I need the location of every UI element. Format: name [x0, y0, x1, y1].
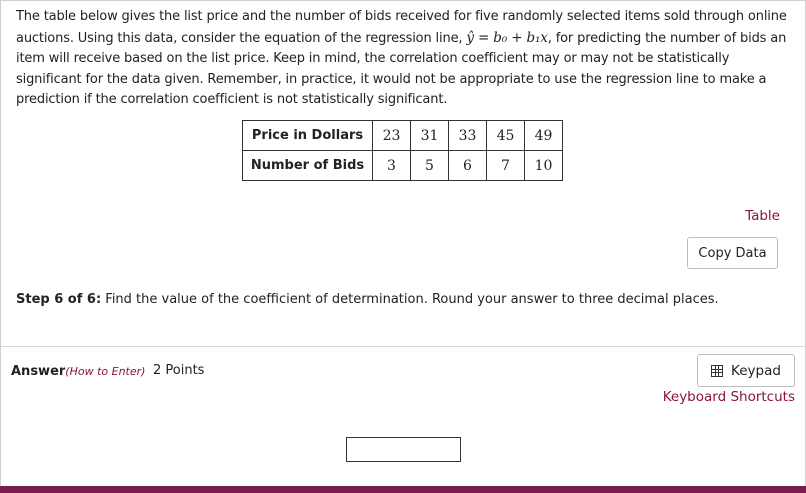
answer-input[interactable]	[346, 437, 461, 462]
step-instruction	[16, 292, 719, 307]
table-row-bids	[243, 151, 563, 181]
table-cell: 3	[373, 151, 411, 181]
keyboard-shortcuts-link[interactable]: Keyboard Shortcuts	[662, 389, 795, 405]
step-text: Find the value of the coefficient of determination. Round your answer to three decimal places.	[101, 292, 719, 307]
table-cell: 5	[411, 151, 449, 181]
row-header-price: Price in Dollars	[243, 121, 373, 151]
table-cell: 31	[411, 121, 449, 151]
data-table	[242, 120, 563, 181]
table-link[interactable]: Table	[745, 208, 780, 224]
section-divider	[1, 346, 805, 347]
table-cell: 33	[449, 121, 487, 151]
table-cell: 6	[449, 151, 487, 181]
keypad-grid-icon	[711, 365, 723, 377]
table-cell: 49	[525, 121, 563, 151]
points-value: 2 Points	[153, 363, 205, 378]
keypad-button-label: Keypad	[731, 362, 781, 379]
intro-text-part2: , for predicting the number of bids an item will receive based on the list price. Keep in mind, the correlation coefficient may or may not be statistically significant for the data given. Remember, in practice, it would not be appropriate to use the regression line to make a prediction if the correlation coefficient is not statistically significant.	[16, 30, 787, 107]
problem-intro	[16, 7, 794, 111]
keypad-button[interactable]	[697, 354, 795, 387]
how-to-enter-link[interactable]: (How to Enter)	[65, 365, 146, 378]
bottom-bar	[0, 486, 806, 493]
intro-text-part1: The table below gives the list price and the number of bids received for five randomly selected items sold through online auctions. Using this data, consider the equation of the regression line,	[16, 9, 787, 46]
table-cell: 23	[373, 121, 411, 151]
row-header-bids: Number of Bids	[243, 151, 373, 181]
table-cell: 7	[487, 151, 525, 181]
table-row-price	[243, 121, 563, 151]
answer-label-text: Answer	[11, 364, 66, 379]
answer-label	[11, 364, 145, 379]
table-cell: 10	[525, 151, 563, 181]
copy-data-button[interactable]: Copy Data	[687, 237, 778, 269]
regression-equation: ŷ = b₀ + b₁x	[466, 29, 548, 46]
step-label: Step 6 of 6:	[16, 292, 102, 307]
table-cell: 45	[487, 121, 525, 151]
